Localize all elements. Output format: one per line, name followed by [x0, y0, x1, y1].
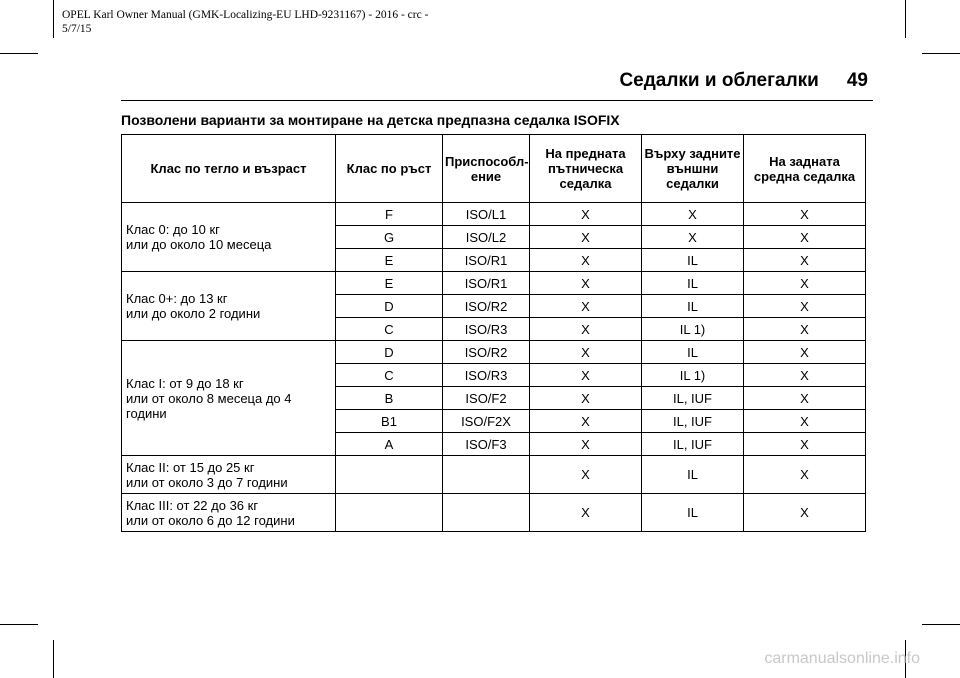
- table-cell: IL, IUF: [642, 433, 744, 456]
- column-header: Приспособл-ение: [443, 135, 530, 203]
- table-cell: X: [744, 226, 866, 249]
- weight-age-class-cell: [122, 272, 336, 341]
- table-cell: ISO/L1: [443, 203, 530, 226]
- table-cell: IL 1): [642, 364, 744, 387]
- column-header: На задната средна седалка: [744, 135, 866, 203]
- table-row: [122, 456, 866, 494]
- table-cell: ISO/R3: [443, 318, 530, 341]
- table-cell: ISO/R1: [443, 272, 530, 295]
- table-header-row: [122, 135, 866, 203]
- table-cell: X: [530, 433, 642, 456]
- table-cell: X: [530, 226, 642, 249]
- table-cell: D: [336, 341, 443, 364]
- class-line: Клас III: от 22 до 36 кг: [126, 497, 259, 513]
- table-cell: X: [744, 203, 866, 226]
- table-cell: [336, 494, 443, 532]
- table-row: [122, 494, 866, 532]
- table-cell: [443, 456, 530, 494]
- table-cell: X: [744, 410, 866, 433]
- table-cell: C: [336, 318, 443, 341]
- class-line: или до около 10 месеца: [126, 237, 272, 252]
- table-cell: E: [336, 272, 443, 295]
- table-cell: IL 1): [642, 318, 744, 341]
- table-cell: X: [530, 456, 642, 494]
- print-header: [62, 8, 428, 36]
- table-cell: X: [744, 364, 866, 387]
- table-cell: IL: [642, 494, 744, 532]
- table-cell: E: [336, 249, 443, 272]
- table-cell: ISO/R2: [443, 341, 530, 364]
- table-cell: X: [530, 364, 642, 387]
- table-cell: X: [744, 318, 866, 341]
- table-cell: X: [530, 249, 642, 272]
- class-line: Клас 0: до 10 кг: [126, 222, 220, 237]
- class-line: Клас I: от 9 до 18 кг: [126, 375, 244, 391]
- weight-age-class-cell: [122, 456, 336, 494]
- watermark: carmanualsonline.info: [764, 650, 920, 667]
- table-cell: IL: [642, 341, 744, 364]
- column-header: На предната пътническа седалка: [530, 135, 642, 203]
- table-cell: ISO/L2: [443, 226, 530, 249]
- table-cell: X: [530, 295, 642, 318]
- table-cell: C: [336, 364, 443, 387]
- crop-mark: [922, 53, 960, 54]
- table-cell: X: [744, 295, 866, 318]
- table-body: [122, 203, 866, 532]
- print-header-date: 5/7/15: [62, 23, 92, 35]
- table-row: [122, 341, 866, 364]
- table-cell: G: [336, 226, 443, 249]
- table-cell: ISO/R3: [443, 364, 530, 387]
- table-cell: X: [744, 433, 866, 456]
- table-cell: X: [530, 203, 642, 226]
- table-cell: X: [744, 456, 866, 494]
- print-header-line: OPEL Karl Owner Manual (GMK-Localizing-EU LHD-9231167) - 2016 - crc -: [62, 9, 429, 21]
- table-cell: A: [336, 433, 443, 456]
- isofix-table: [121, 134, 866, 532]
- running-head: [619, 70, 868, 92]
- table-cell: [443, 494, 530, 532]
- table-cell: X: [744, 387, 866, 410]
- table-cell: X: [530, 341, 642, 364]
- crop-mark: [0, 624, 38, 625]
- table-cell: B: [336, 387, 443, 410]
- class-line: Клас 0+: до 13 кг: [126, 291, 228, 306]
- table-cell: X: [530, 272, 642, 295]
- column-header: Клас по тегло и възраст: [122, 135, 336, 203]
- table-cell: ISO/R2: [443, 295, 530, 318]
- weight-age-class-cell: [122, 341, 336, 456]
- table-cell: X: [642, 203, 744, 226]
- column-header: Върху задните външни седалки: [642, 135, 744, 203]
- class-line: или от около 3 до 7 години: [126, 474, 288, 490]
- crop-mark: [922, 624, 960, 625]
- table-row: [122, 272, 866, 295]
- table-cell: X: [744, 249, 866, 272]
- crop-mark: [905, 0, 906, 38]
- class-line: години: [126, 405, 167, 421]
- crop-mark: [53, 0, 54, 38]
- table-cell: X: [530, 318, 642, 341]
- table-cell: ISO/R1: [443, 249, 530, 272]
- table-cell: ISO/F2: [443, 387, 530, 410]
- table-cell: X: [744, 272, 866, 295]
- class-line: Клас II: от 15 до 25 кг: [126, 459, 255, 475]
- class-line: или от около 6 до 12 години: [126, 512, 295, 528]
- class-line: или от около 8 месеца до 4: [126, 390, 292, 406]
- table-cell: X: [530, 387, 642, 410]
- table-cell: [336, 456, 443, 494]
- table-cell: X: [642, 226, 744, 249]
- crop-mark: [53, 640, 54, 678]
- crop-mark: [0, 53, 38, 54]
- table-cell: IL: [642, 295, 744, 318]
- table-cell: ISO/F3: [443, 433, 530, 456]
- table-cell: X: [530, 410, 642, 433]
- table-row: [122, 203, 866, 226]
- table-cell: IL: [642, 456, 744, 494]
- table-title: Позволени варианти за монтиране на детска предпазна седалка ISOFIX: [121, 112, 620, 128]
- table-cell: IL, IUF: [642, 410, 744, 433]
- table-cell: IL: [642, 272, 744, 295]
- weight-age-class-cell: [122, 203, 336, 272]
- section-title: Седалки и облегалки: [619, 70, 819, 91]
- table-cell: B1: [336, 410, 443, 433]
- table-cell: D: [336, 295, 443, 318]
- table-cell: X: [744, 494, 866, 532]
- class-line: или до около 2 години: [126, 306, 261, 321]
- table-cell: X: [530, 494, 642, 532]
- table-cell: F: [336, 203, 443, 226]
- table-cell: ISO/F2X: [443, 410, 530, 433]
- page-number: 49: [846, 70, 868, 91]
- table-cell: IL, IUF: [642, 387, 744, 410]
- table-cell: IL: [642, 249, 744, 272]
- column-header: Клас по ръст: [336, 135, 443, 203]
- table-cell: X: [744, 341, 866, 364]
- weight-age-class-cell: [122, 494, 336, 532]
- header-rule: [121, 100, 873, 101]
